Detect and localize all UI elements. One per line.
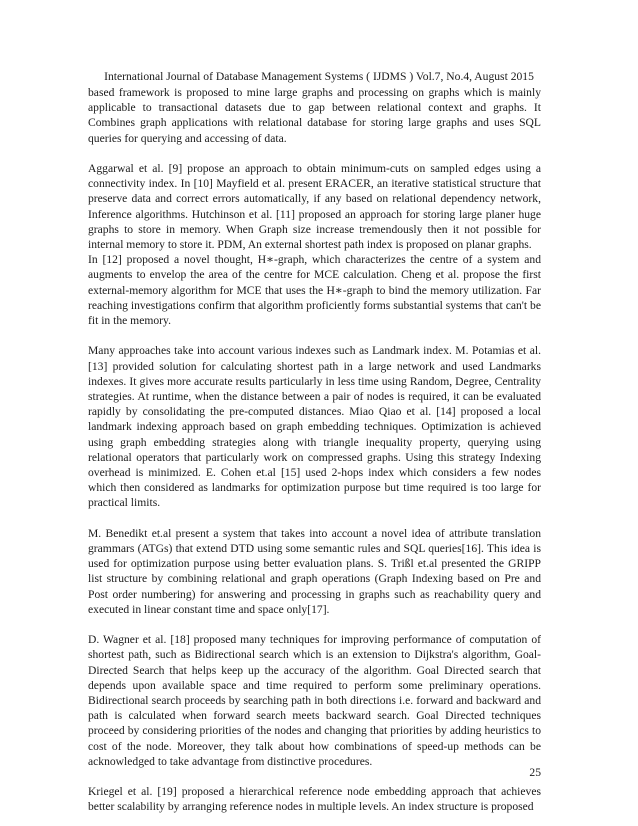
paragraph-2: Aggarwal et al. [9] propose an approach to obtain minimum-cuts on sampled edges using a connectivity index. In [10] Mayfield et al. present ERACER, an iterative statistical structure that preserve data and correct errors automatically, if any based on relational dependency network, Inference algorithms. Hutchinson et al. [11] proposed an approach for storing large planer huge graphs to store in memory. When Graph size increase tremendously then it not possible for internal memory to store it. PDM, An external shortest path index is proposed on planar graphs. xyxy=(88,162,541,252)
paragraph-3: In [12] proposed a novel thought, H∗-graph, which characterizes the centre of a system and augments to envelop the area of the centre for MCE calculation. Cheng et al. propose the first external-memory algorithm for MCE that uses the H∗-graph to bind the memory utilization. Far reaching investigations confirm that algorithm proficiently forms substantial systems that can't be fit in the memory. xyxy=(88,253,541,328)
paragraph-1: based framework is proposed to mine large graphs and processing on graphs which is mainly applicable to transactional datasets due to gap between relational context and graphs. It Combines graph applications with relational database for storing large graphs and uses SQL queries for querying and accessing of data. xyxy=(88,86,541,145)
paragraph-4: Many approaches take into account various indexes such as Landmark index. M. Potamias et al. [13] provided solution for calculating shortest path in a large network and used Landmarks indexes. It gives more accurate results particularly in less time using Random, Degree, Centrality strategies. At runtime, when the distance between a pair of nodes is required, it can be evaluated rapidly by consolidating the pre-computed distances. Miao Qiao et al. [14] proposed a local landmark indexing approach based on graph embedding techniques. Optimization is achieved using graph embedding strategies along with triangle inequality property, querying using relational operators that particularly work on compressed graphs. Using this strategy Indexing overhead is minimized. E. Cohen et.al [15] used 2-hops index which considers a few nodes which then considered as landmarks for optimization purpose but time required is too large for practical limits. xyxy=(88,344,541,510)
paragraph-6: D. Wagner et al. [18] proposed many techniques for improving performance of computation of shortest path, such as Bidirectional search which is an extension to Dijkstra's algorithm, Goal-Directed Search that helps keep up the accuracy of the algorithm. Goal Directed search that depends upon available space and time required to perform some preliminary operations. Bidirectional search proceeds by searching path in both directions i.e. forward and backward and path is calculated when forward search meets backward search. Goal Directed techniques proceed by considering priorities of the nodes and changing that priorities by adding heuristics to cost of the node. Moreover, they talk about how combinations of speed-up methods can be acknowledged to take advantage from distinctive procedures. xyxy=(88,633,541,768)
paragraph-5: M. Benedikt et.al present a system that takes into account a novel idea of attribute translation grammars (ATGs) that extend DTD using some semantic rules and SQL queries[16]. This idea is used for optimization purpose using better evaluation plans. S. Trißl et.al presented the GRIPP list structure by combining relational and graph operations (Graph Indexing based on Pre and Post order numbering) for answering and processing in graphs such as reachability query and executed in linear constant time and space only[17]. xyxy=(88,526,541,616)
body-text xyxy=(88,85,541,815)
running-header: International Journal of Database Management Systems ( IJDMS ) Vol.7, No.4, August 2015 xyxy=(104,70,534,83)
page-number: 25 xyxy=(529,766,541,779)
paragraph-7: Kriegel et al. [19] proposed a hierarchical reference node embedding approach that achieves better scalability by arranging reference nodes in multiple levels. An index structure is proposed xyxy=(88,785,541,814)
